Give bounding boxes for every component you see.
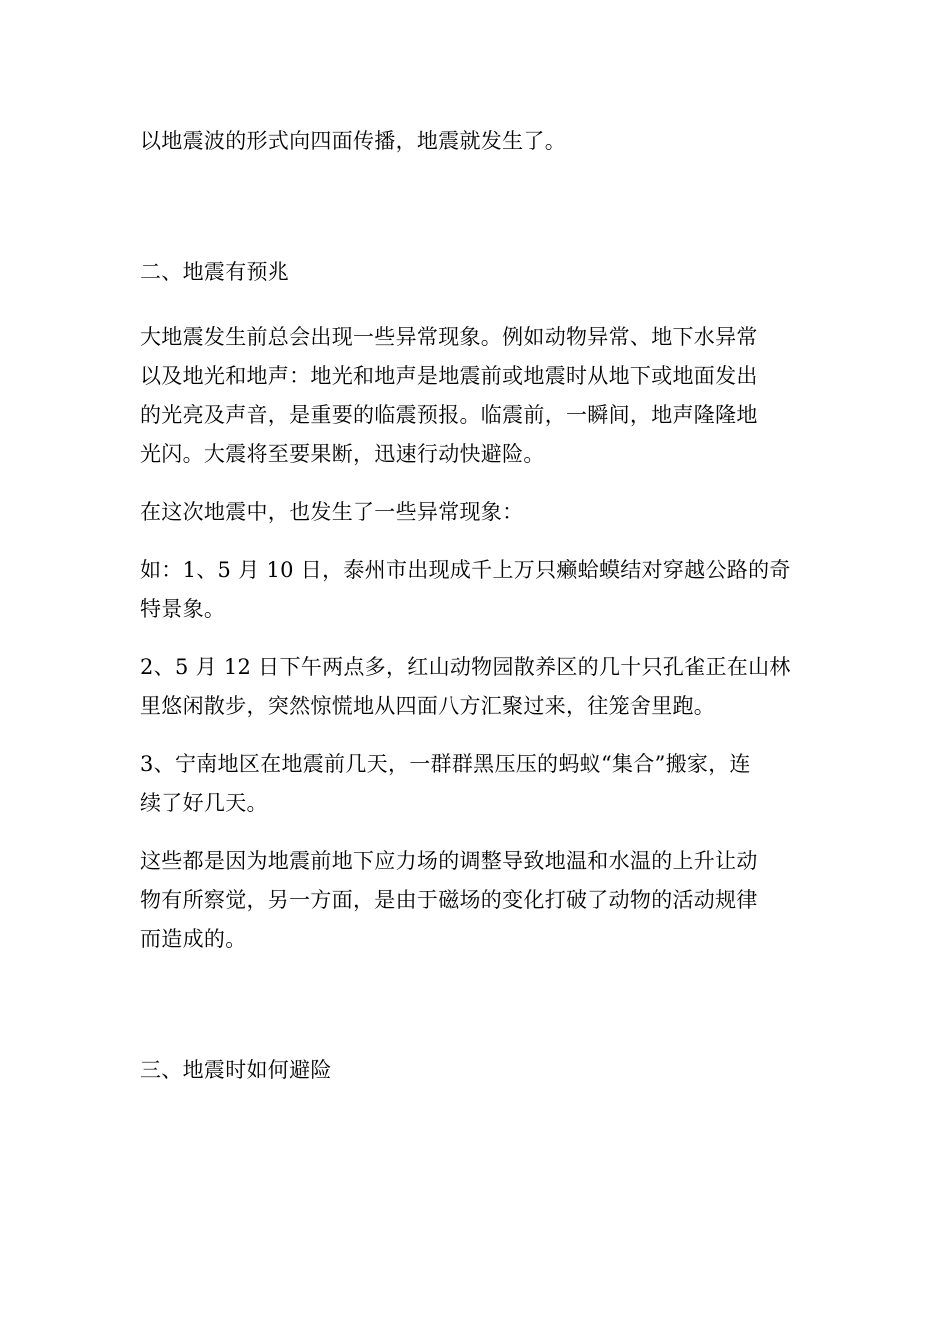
text-line: 大地震发生前总会出现一些异常现象。例如动物异常、地下水异常: [140, 325, 758, 349]
text-line-continuation: 以地震波的形式向四面传播，地震就发生了。: [140, 129, 566, 153]
text-line: 以及地光和地声：地光和地声是地震前或地震时从地下或地面发出: [140, 364, 758, 388]
list-item-2: 2、5 月 12 日下午两点多，红山动物园散养区的几十只孔雀正在山林: [140, 655, 791, 679]
text-line: 而造成的。: [140, 927, 247, 951]
list-item-3: 3、宁南地区在地震前几天，一群群黑压压的蚂蚁“集合”搬家，连: [140, 752, 751, 776]
section-heading-2: 二、地震有预兆: [140, 260, 290, 284]
text-line: 在这次地震中，也发生了一些异常现象：: [140, 500, 524, 524]
text-line: 这些都是因为地震前地下应力场的调整导致地温和水温的上升让动: [140, 849, 758, 873]
text-line: 物有所察觉，另一方面，是由于磁场的变化打破了动物的活动规律: [140, 888, 758, 912]
list-item-1-cont: 特景象。: [140, 597, 226, 621]
list-item-3-cont: 续了好几天。: [140, 791, 268, 815]
section-heading-3: 三、地震时如何避险: [140, 1058, 332, 1082]
text-line: 光闪。大震将至要果断，迅速行动快避险。: [140, 442, 545, 466]
list-item-2-cont: 里悠闲散步，突然惊慌地从四面八方汇聚过来，往笼舍里跑。: [140, 694, 716, 718]
list-item-1: 如：1、5 月 10 日，泰州市出现成千上万只癞蛤蟆结对穿越公路的奇: [140, 558, 791, 582]
text-line: 的光亮及声音，是重要的临震预报。临震前，一瞬间，地声隆隆地: [140, 403, 758, 427]
